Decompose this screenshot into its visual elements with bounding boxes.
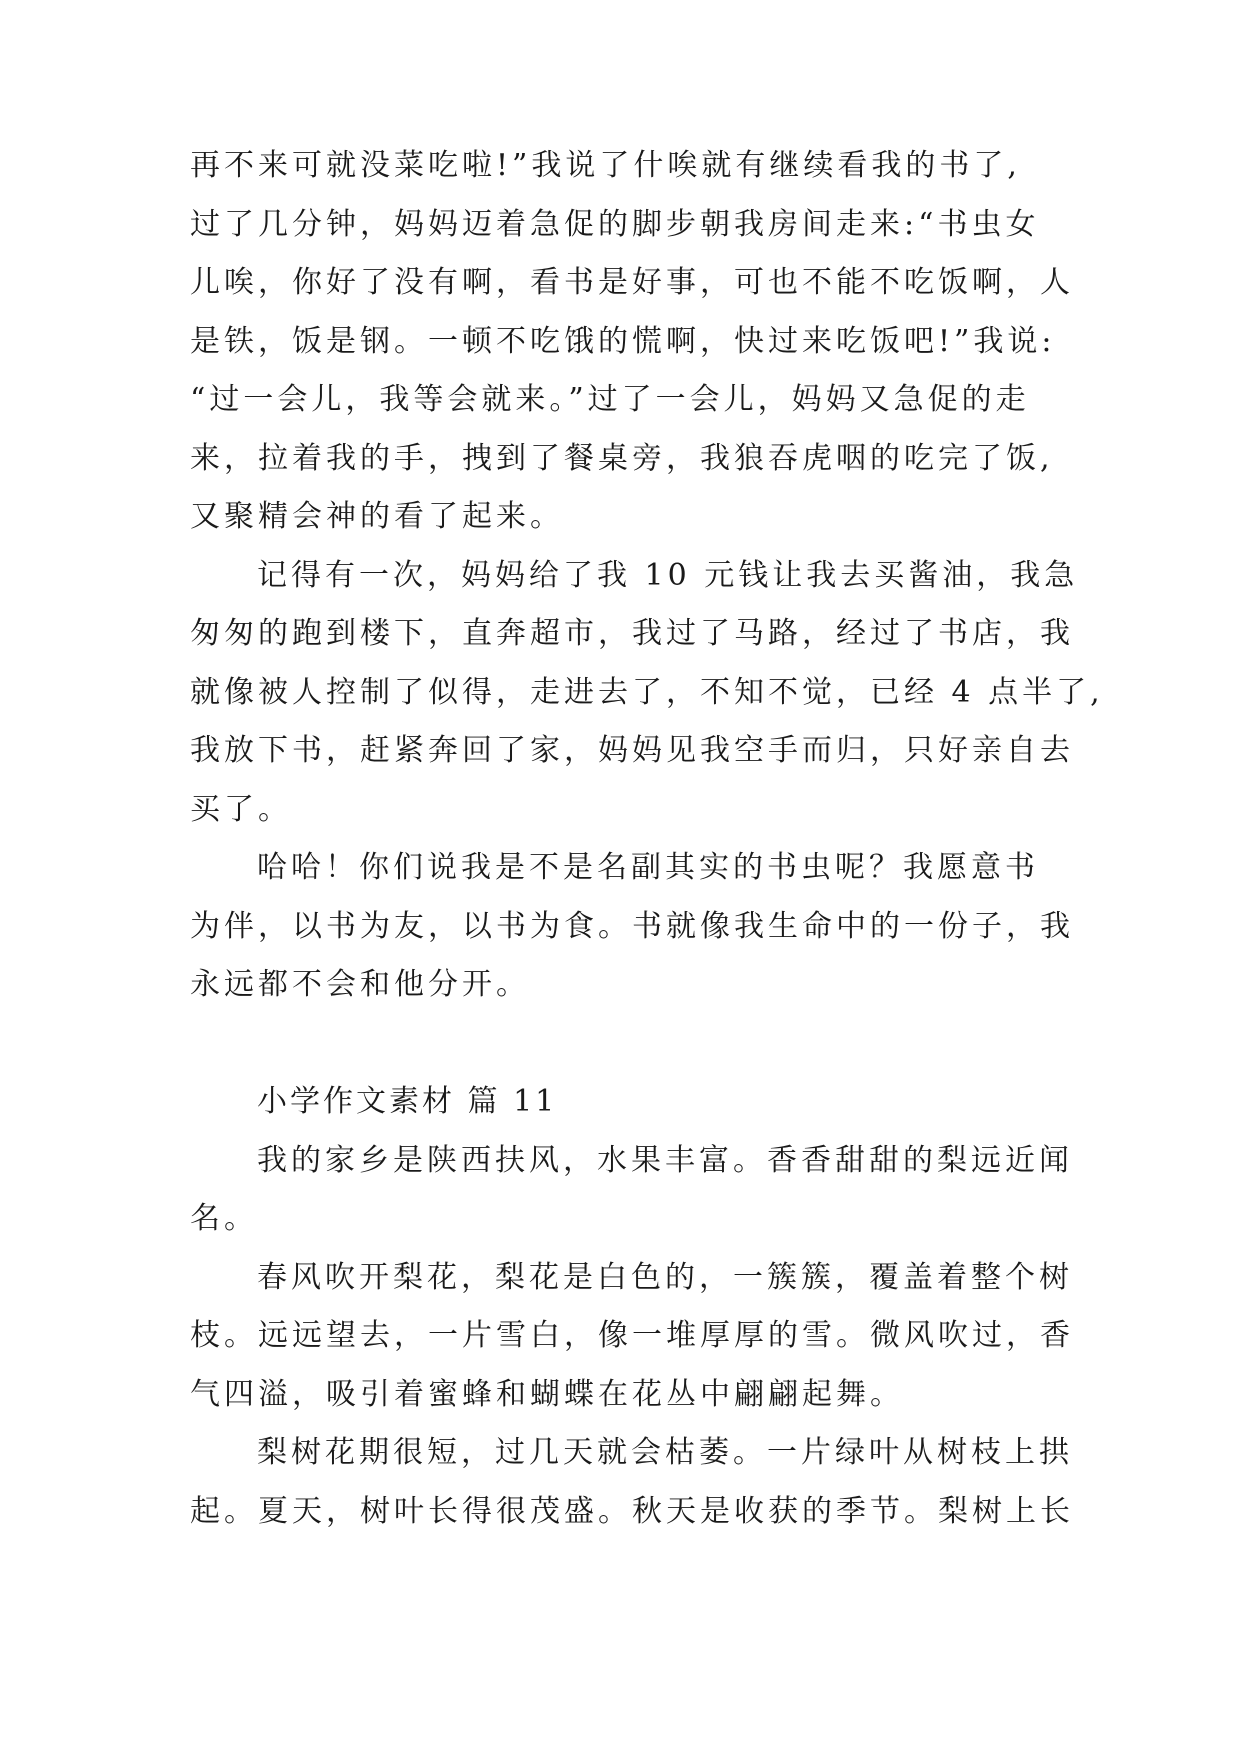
text-line: 为伴，以书为友，以书为食。书就像我生命中的一份子，我 [190,909,1074,944]
section-heading: 小学作文素材 篇 11 [257,1084,558,1119]
text-line: 我放下书，赶紧奔回了家，妈妈见我空手而归，只好亲自去 [190,733,1074,768]
text-line: 再不来可就没菜吃啦!”我说了什唉就有继续看我的书了, [190,148,1021,183]
text-line: 起。夏天，树叶长得很茂盛。秋天是收获的季节。梨树上长 [190,1494,1074,1529]
paragraph-start: 春风吹开梨花，梨花是白色的，一簇簇，覆盖着整个树 [257,1260,1073,1295]
text-line: 名。 [190,1201,258,1236]
text-line: 永远都不会和他分开。 [190,967,530,1002]
text-line: 气四溢，吸引着蜜蜂和蝴蝶在花丛中翩翩起舞。 [190,1377,904,1412]
text-line: “过一会儿，我等会就来。”过了一会儿，妈妈又急促的走 [190,382,1030,417]
text-line: 来，拉着我的手，拽到了餐桌旁，我狼吞虎咽的吃完了饭, [190,441,1054,476]
text-line: 过了几分钟，妈妈迈着急促的脚步朝我房间走来:“书虫女 [190,207,1040,242]
text-line: 买了。 [190,792,292,827]
paragraph-start: 我的家乡是陕西扶风，水果丰富。香香甜甜的梨远近闻 [257,1143,1073,1178]
paragraph-start: 记得有一次，妈妈给了我 10 元钱让我去买酱油，我急 [257,558,1079,593]
text-line: 又聚精会神的看了起来。 [190,499,564,534]
text-line: 枝。远远望去，一片雪白，像一堆厚厚的雪。微风吹过，香 [190,1318,1074,1353]
paragraph-start: 哈哈！你们说我是不是名副其实的书虫呢？我愿意书 [257,850,1039,885]
paragraph-start: 梨树花期很短，过几天就会枯萎。一片绿叶从树枝上拱 [257,1435,1073,1470]
text-line: 就像被人控制了似得，走进去了，不知不觉，已经 4 点半了, [190,675,1104,710]
text-line: 是铁，饭是钢。一顿不吃饿的慌啊，快过来吃饭吧!”我说: [190,324,1056,359]
text-line: 儿唉，你好了没有啊，看书是好事，可也不能不吃饭啊，人 [190,265,1074,300]
text-line: 匆匆的跑到楼下，直奔超市，我过了马路，经过了书店，我 [190,616,1074,651]
